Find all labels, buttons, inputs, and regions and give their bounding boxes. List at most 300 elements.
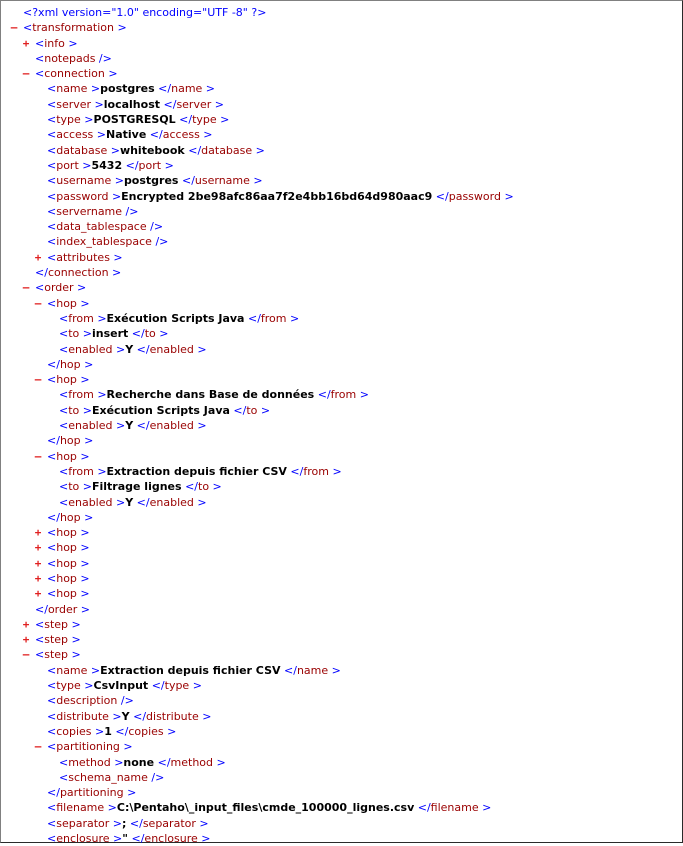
close-bracket: > [80,679,94,693]
xml-line [1,724,683,739]
xml-node [47,357,93,372]
end-open-bracket: </ [122,158,139,172]
close-bracket: > [79,480,92,494]
close-bracket: > [104,67,118,81]
open-bracket: < [47,158,57,172]
open-bracket: < [47,526,57,540]
open-bracket: < [47,113,57,127]
close-bracket: > [108,266,122,280]
element-value: Recherche dans Base de données [106,388,315,402]
close-bracket: > [110,755,124,769]
end-open-bracket: </ [160,97,177,111]
element-value: Extraction depuis fichier CSV [100,663,281,677]
close-bracket: > [68,633,81,647]
xml-line [1,632,683,647]
expand-toggle-plus-icon[interactable]: + [34,526,42,540]
close-bracket: > [195,816,209,830]
open-bracket: < [35,36,45,50]
close-bracket: > [76,571,90,585]
xml-node [47,540,90,555]
end-tag-name: enabled [149,495,194,509]
xml-node [47,693,134,708]
close-bracket: > [113,21,127,35]
element-value: 1 [104,724,112,738]
close-bracket: /> [146,220,164,234]
xml-node [47,816,209,831]
close-bracket: > [161,158,174,172]
tag-name: enabled [68,342,113,356]
element-value: postgres [100,82,155,96]
element-value: POSTGRESQL [93,113,176,127]
tag-name: hop [56,587,77,601]
xml-line [1,678,683,693]
xml-node [47,173,263,188]
expand-toggle-plus-icon[interactable]: + [34,587,42,601]
tag-name: database [56,143,108,157]
end-open-bracket: </ [178,174,195,188]
open-bracket: < [47,740,57,754]
close-bracket: > [112,495,126,509]
close-bracket: > [209,480,222,494]
end-open-bracket: </ [133,419,150,433]
open-bracket: < [47,143,57,157]
end-tag-name: password [448,189,501,203]
close-bracket: > [93,311,107,325]
close-bracket: > [87,663,101,677]
end-open-bracket: </ [432,189,449,203]
close-bracket: > [286,311,300,325]
xml-line [1,433,683,448]
close-bracket: > [109,250,123,264]
close-bracket: > [252,143,265,157]
xml-line [1,800,683,815]
xml-line [1,540,683,555]
end-open-bracket: </ [129,709,147,723]
end-tag-name: partitioning [59,786,124,800]
close-bracket: > [109,816,122,830]
open-bracket: < [35,281,45,295]
xml-node [35,51,112,66]
element-value: Extraction depuis fichier CSV [106,464,287,478]
close-bracket: /> [147,770,165,784]
tag-name: step [44,633,69,647]
collapse-toggle-minus-icon[interactable]: – [34,740,42,754]
xml-line [1,693,683,708]
close-bracket: > [155,327,169,341]
element-value: Y [125,495,134,509]
xml-node [47,525,90,540]
open-bracket: < [23,21,33,35]
xml-line [1,556,683,571]
close-bracket: > [257,403,271,417]
xml-node [59,464,342,479]
xml-line [1,785,683,800]
open-bracket: < [47,556,57,570]
tag-name: password [56,189,109,203]
open-bracket: < [59,755,69,769]
tag-name: to [68,480,80,494]
tag-name: hop [56,571,77,585]
end-tag-name: enabled [149,419,194,433]
open-bracket: < [47,250,57,264]
end-tag-name: from [303,464,329,478]
xml-line [1,479,683,494]
xml-node [47,219,163,234]
tag-name: hop [56,449,77,463]
xml-node [47,143,265,158]
end-tag-name: to [246,403,258,417]
close-bracket: > [76,541,90,555]
open-bracket: < [59,495,69,509]
tag-name: partitioning [56,740,120,754]
xml-line [1,97,683,112]
xml-tree [1,5,683,846]
close-bracket: > [202,82,216,96]
close-bracket: > [213,755,226,769]
xml-line [1,127,683,142]
tag-name: schema_name [68,770,148,784]
element-value: whitebook [119,143,185,157]
open-bracket: < [47,541,57,555]
tag-name: servername [56,204,123,218]
element-value: insert [91,327,129,341]
xml-line [1,219,683,234]
xml-line [1,143,683,158]
end-tag-name: port [138,158,162,172]
close-bracket: > [478,801,492,815]
xml-line [1,112,683,127]
xml-node [35,602,90,617]
close-bracket: > [68,617,81,631]
collapse-toggle-minus-icon[interactable]: – [10,21,18,35]
open-bracket: < [47,449,57,463]
tag-name: hop [56,296,77,310]
close-bracket: > [107,143,120,157]
end-open-bracket: </ [244,311,261,325]
end-open-bracket: </ [35,266,48,280]
tag-name: copies [56,724,92,738]
xml-line [1,831,683,846]
end-tag-name: enclosure [144,832,198,846]
open-bracket: < [47,204,57,218]
close-bracket: > [79,327,92,341]
xml-line [1,296,683,311]
xml-node [59,403,270,418]
collapse-toggle-minus-icon[interactable]: – [34,373,42,387]
tag-name: hop [56,541,77,555]
end-open-bracket: </ [128,327,145,341]
expand-toggle-plus-icon[interactable]: + [22,617,30,631]
end-tag-name: order [47,602,78,616]
end-tag-name: name [171,82,203,96]
end-tag-name: access [162,128,200,142]
close-bracket: > [249,174,263,188]
end-open-bracket: </ [154,755,171,769]
xml-node [35,647,81,662]
close-bracket: > [80,357,94,371]
xml-node [35,632,81,647]
close-bracket: > [93,464,107,478]
open-bracket: < [47,296,57,310]
xml-node [47,189,514,204]
element-value: Exécution Scripts Java [91,403,230,417]
xml-node [47,800,491,815]
xml-line [1,510,683,525]
close-bracket: > [87,82,101,96]
xml-node [47,678,202,693]
tag-name: attributes [56,250,110,264]
xml-line [1,280,683,295]
expand-toggle-plus-icon[interactable]: + [34,541,42,555]
tag-name: data_tablespace [56,220,147,234]
xml-line [1,602,683,617]
xml-node [35,265,121,280]
open-bracket: < [59,342,69,356]
collapse-toggle-minus-icon[interactable]: – [22,281,30,295]
xml-line [1,5,683,20]
xml-line [1,342,683,357]
open-bracket: < [47,832,57,846]
xml-line [1,357,683,372]
end-tag-name: method [170,755,214,769]
close-bracket: > [80,510,94,524]
open-bracket: < [47,724,57,738]
end-tag-name: hop [59,434,81,448]
expand-toggle-plus-icon[interactable]: + [22,633,30,647]
open-bracket: < [35,633,45,647]
element-value: " [122,832,128,846]
open-bracket: < [35,51,45,65]
expand-toggle-plus-icon[interactable]: + [34,250,42,264]
element-value: Y [121,709,130,723]
tag-name: method [68,755,111,769]
xml-node [47,831,210,846]
close-bracket: > [356,388,369,402]
element-value: CsvInput [93,679,149,693]
close-bracket: > [76,556,90,570]
open-bracket: < [47,801,57,815]
close-bracket: > [109,832,123,846]
close-bracket: > [76,373,90,387]
end-open-bracket: </ [184,143,202,157]
close-bracket: > [91,97,104,111]
end-tag-name: connection [47,266,109,280]
open-bracket: < [35,67,45,81]
end-tag-name: hop [59,510,81,524]
close-bracket: > [163,724,177,738]
close-bracket: > [197,832,211,846]
tag-name: type [56,113,81,127]
xml-line [1,495,683,510]
close-bracket: > [216,113,230,127]
close-bracket: > [328,464,342,478]
xml-node [23,5,266,20]
element-value: Exécution Scripts Java [106,311,245,325]
xml-node [23,20,127,35]
xml-node [59,479,222,494]
end-tag-name: enabled [149,342,194,356]
close-bracket: > [108,189,122,203]
tag-name: step [44,648,69,662]
close-bracket: > [193,495,207,509]
xml-line [1,20,683,35]
open-bracket: < [47,663,57,677]
tag-name: port [56,158,79,172]
xml-node [59,326,168,341]
collapse-toggle-minus-icon[interactable]: – [22,67,30,81]
xml-line [1,586,683,601]
close-bracket: > [199,128,213,142]
close-bracket: > [80,434,94,448]
xml-node [47,250,123,265]
xml-node [47,296,90,311]
expand-toggle-plus-icon[interactable]: + [22,36,30,50]
open-bracket: < [47,373,57,387]
xml-line [1,311,683,326]
end-tag-name: name [296,663,329,677]
close-bracket: > [76,587,90,601]
tag-name: from [68,464,94,478]
close-bracket: > [111,174,124,188]
open-bracket: < [47,189,57,203]
xml-node [47,433,93,448]
xml-node [35,36,78,51]
open-bracket: < [47,174,57,188]
close-bracket: > [77,602,90,616]
element-value: 5432 [91,158,123,172]
close-bracket: > [119,740,133,754]
xml-node [35,617,81,632]
xml-node [47,81,215,96]
tag-name: enabled [68,495,113,509]
xml-node [47,204,138,219]
tag-name: enabled [68,419,113,433]
element-value: Filtrage lignes [91,480,182,494]
xml-declaration: <?xml version="1.0" encoding="UTF -8" ?> [23,6,267,19]
close-bracket: /> [122,204,139,218]
open-bracket: < [47,694,57,708]
xml-line [1,66,683,81]
collapse-toggle-minus-icon[interactable]: – [34,296,42,310]
tag-name: server [56,97,92,111]
end-tag-name: filename [430,801,479,815]
xml-line [1,571,683,586]
close-bracket: > [193,419,207,433]
end-tag-name: from [260,311,287,325]
end-open-bracket: </ [111,724,129,738]
xml-node [47,556,90,571]
end-open-bracket: </ [35,602,48,616]
close-bracket: > [104,801,117,815]
tag-name: to [68,403,80,417]
end-open-bracket: </ [280,663,297,677]
xml-line [1,81,683,96]
end-open-bracket: </ [175,113,193,127]
close-bracket: > [79,403,92,417]
xml-node [47,97,224,112]
xml-node [35,66,118,81]
tag-name: access [56,128,94,142]
close-bracket: > [73,281,87,295]
close-bracket: /> [117,694,134,708]
xml-line [1,250,683,265]
close-bracket: > [108,709,122,723]
close-bracket: > [78,158,92,172]
tag-name: transformation [32,21,114,35]
xml-line [1,418,683,433]
close-bracket: > [93,388,107,402]
close-bracket: > [64,36,78,50]
tag-name: order [44,281,74,295]
open-bracket: < [35,617,45,631]
end-open-bracket: </ [133,495,150,509]
end-open-bracket: </ [146,128,163,142]
xml-node [47,709,211,724]
expand-toggle-plus-icon[interactable]: + [34,556,42,570]
end-open-bracket: </ [314,388,331,402]
xml-line [1,173,683,188]
tag-name: from [68,311,94,325]
xml-line [1,326,683,341]
xml-line [1,770,683,785]
close-bracket: > [193,342,207,356]
end-tag-name: type [164,679,190,693]
xml-node [59,311,299,326]
xml-node [47,158,174,173]
open-bracket: < [59,480,69,494]
end-open-bracket: </ [47,434,60,448]
open-bracket: < [47,679,57,693]
expand-toggle-plus-icon[interactable]: + [34,571,42,585]
collapse-toggle-minus-icon[interactable]: – [22,648,30,662]
open-bracket: < [47,82,57,96]
end-tag-name: distribute [146,709,199,723]
end-tag-name: to [198,480,210,494]
xml-line [1,739,683,754]
xml-node [47,724,176,739]
xml-node [47,510,93,525]
xml-node [59,770,164,785]
close-bracket: > [76,296,90,310]
xml-node [47,571,90,586]
open-bracket: < [59,403,69,417]
tag-name: info [44,36,65,50]
close-bracket: > [68,648,81,662]
xml-line [1,204,683,219]
element-value: ; [122,816,127,830]
xml-node [59,418,207,433]
end-tag-name: from [330,388,357,402]
tag-name: hop [56,526,77,540]
open-bracket: < [59,327,69,341]
xml-line [1,36,683,51]
close-bracket: /> [95,51,112,65]
end-open-bracket: </ [414,801,431,815]
xml-line [1,709,683,724]
tag-name: name [56,663,88,677]
element-value: postgres [123,174,179,188]
close-bracket: > [112,419,126,433]
xml-line [1,617,683,632]
collapse-toggle-minus-icon[interactable]: – [34,449,42,463]
element-value: none [123,755,155,769]
end-tag-name: separator [142,816,196,830]
xml-node [47,785,136,800]
end-open-bracket: </ [128,832,145,846]
xml-line [1,816,683,831]
xml-line [1,464,683,479]
close-bracket: > [80,113,94,127]
